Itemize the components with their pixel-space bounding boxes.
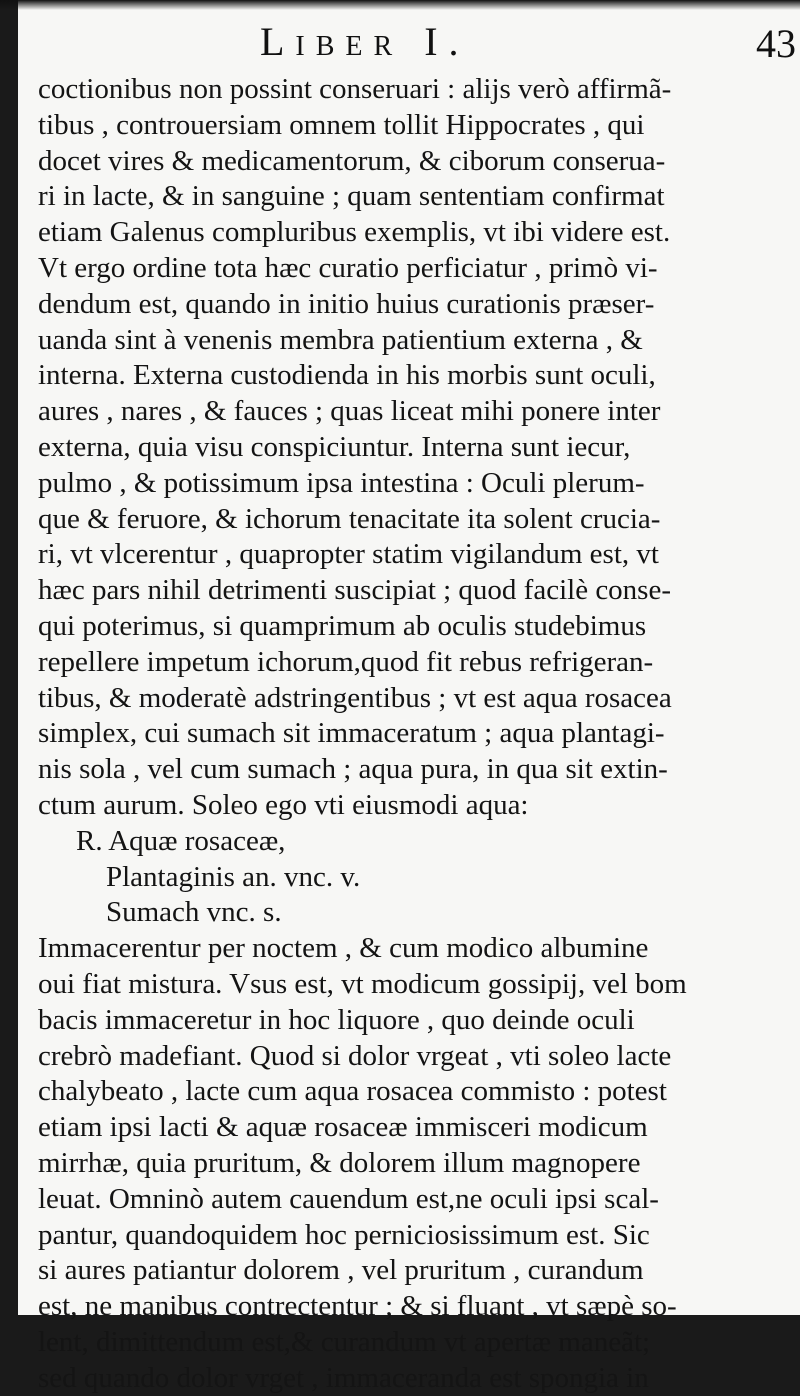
text-line: hæc pars nihil detrimenti suscipiat ; quod facilè conse- bbox=[38, 574, 672, 607]
text-line: si aures patiantur dolorem , vel pruritum , curandum bbox=[38, 1254, 644, 1287]
text-line: pantur, quandoquidem hoc perniciosissimum est. Sic bbox=[38, 1218, 650, 1251]
text-line: tibus, & moderatè adstringentibus ; vt est aqua rosacea bbox=[38, 681, 672, 714]
text-line: Vt ergo ordine tota hæc curatio perficiatur , primò vi- bbox=[38, 251, 658, 284]
body-text bbox=[38, 72, 790, 1396]
text-line: lent, dimittendum est,& curandum vt apertæ maneãt; bbox=[38, 1325, 651, 1358]
text-line: Immacerentur per noctem , & cum modico albumine bbox=[38, 932, 649, 965]
text-line: docet vires & medicamentorum, & ciborum conserua- bbox=[38, 144, 666, 177]
text-line: uanda sint à venenis membra patientium externa , & bbox=[38, 323, 643, 356]
text-line: ri, vt vlcerentur , quapropter statim vigilandum est, vt bbox=[38, 538, 659, 571]
page-number: 43 bbox=[756, 21, 796, 66]
text-line: ctum aurum. Soleo ego vti eiusmodi aqua: bbox=[38, 788, 529, 821]
recipe-line: Plantaginis an. vnc. v. bbox=[106, 860, 361, 893]
scan-edge-shadow bbox=[0, 0, 800, 10]
text-line: repellere impetum ichorum,quod fit rebus refrigeran- bbox=[38, 645, 654, 678]
text-line: nis sola , vel cum sumach ; aqua pura, in qua sit extin- bbox=[38, 753, 668, 786]
text-line: mirrhæ, quia pruritum, & dolorem illum magnopere bbox=[38, 1146, 641, 1179]
text-line: aures , nares , & fauces ; quas liceat mihi ponere inter bbox=[38, 395, 661, 428]
text-line: dendum est, quando in initio huius curationis præser- bbox=[38, 287, 655, 320]
text-line: crebrò madefiant. Quod si dolor vrgeat , vti soleo lacte bbox=[38, 1039, 672, 1072]
text-line: sed quando dolor vrget , immaceranda est spongia in bbox=[38, 1361, 649, 1394]
text-line: interna. Externa custodienda in his morbis sunt oculi, bbox=[38, 359, 656, 392]
text-line: chalybeato , lacte cum aqua rosacea commisto : potest bbox=[38, 1075, 667, 1108]
text-line: simplex, cui sumach sit immaceratum ; aqua plantagi- bbox=[38, 717, 665, 750]
text-line: que & feruore, & ichorum tenacitate ita solent crucia- bbox=[38, 502, 661, 535]
text-line: oui fiat mistura. Vsus est, vt modicum gossipij, vel bom bbox=[38, 967, 687, 1000]
book-page bbox=[18, 0, 800, 1394]
text-line: etiam ipsi lacti & aquæ rosaceæ immisceri modicum bbox=[38, 1111, 648, 1144]
text-line: est, ne manibus contrectentur ; & si fluant , vt sæpè so- bbox=[38, 1290, 677, 1323]
text-line: qui poterimus, si quamprimum ab oculis studebimus bbox=[38, 609, 647, 642]
text-line: externa, quia visu conspiciuntur. Interna sunt iecur, bbox=[38, 430, 631, 463]
text-line: coctionibus non possint conseruari : alijs verò affirmã- bbox=[38, 73, 672, 105]
recipe-line: Sumach vnc. s. bbox=[106, 896, 282, 929]
text-line: etiam Galenus compluribus exemplis, vt ibi videre est. bbox=[38, 216, 671, 249]
text-line: ri in lacte, & in sanguine ; quam sententiam confirmat bbox=[38, 180, 665, 213]
text-line: bacis immaceretur in hoc liquore , quo deinde oculi bbox=[38, 1003, 635, 1036]
text-line: pulmo , & potissimum ipsa intestina : Oculi plerum- bbox=[38, 466, 645, 499]
recipe-line: R. Aquæ rosaceæ, bbox=[76, 824, 286, 857]
page-header bbox=[18, 14, 800, 64]
text-line: leuat. Omninò autem cauendum est,ne oculi ipsi scal- bbox=[38, 1182, 659, 1215]
text-line: tibus , controuersiam omnem tollit Hippocrates , qui bbox=[38, 108, 645, 141]
running-head: Liber I. bbox=[260, 19, 470, 64]
